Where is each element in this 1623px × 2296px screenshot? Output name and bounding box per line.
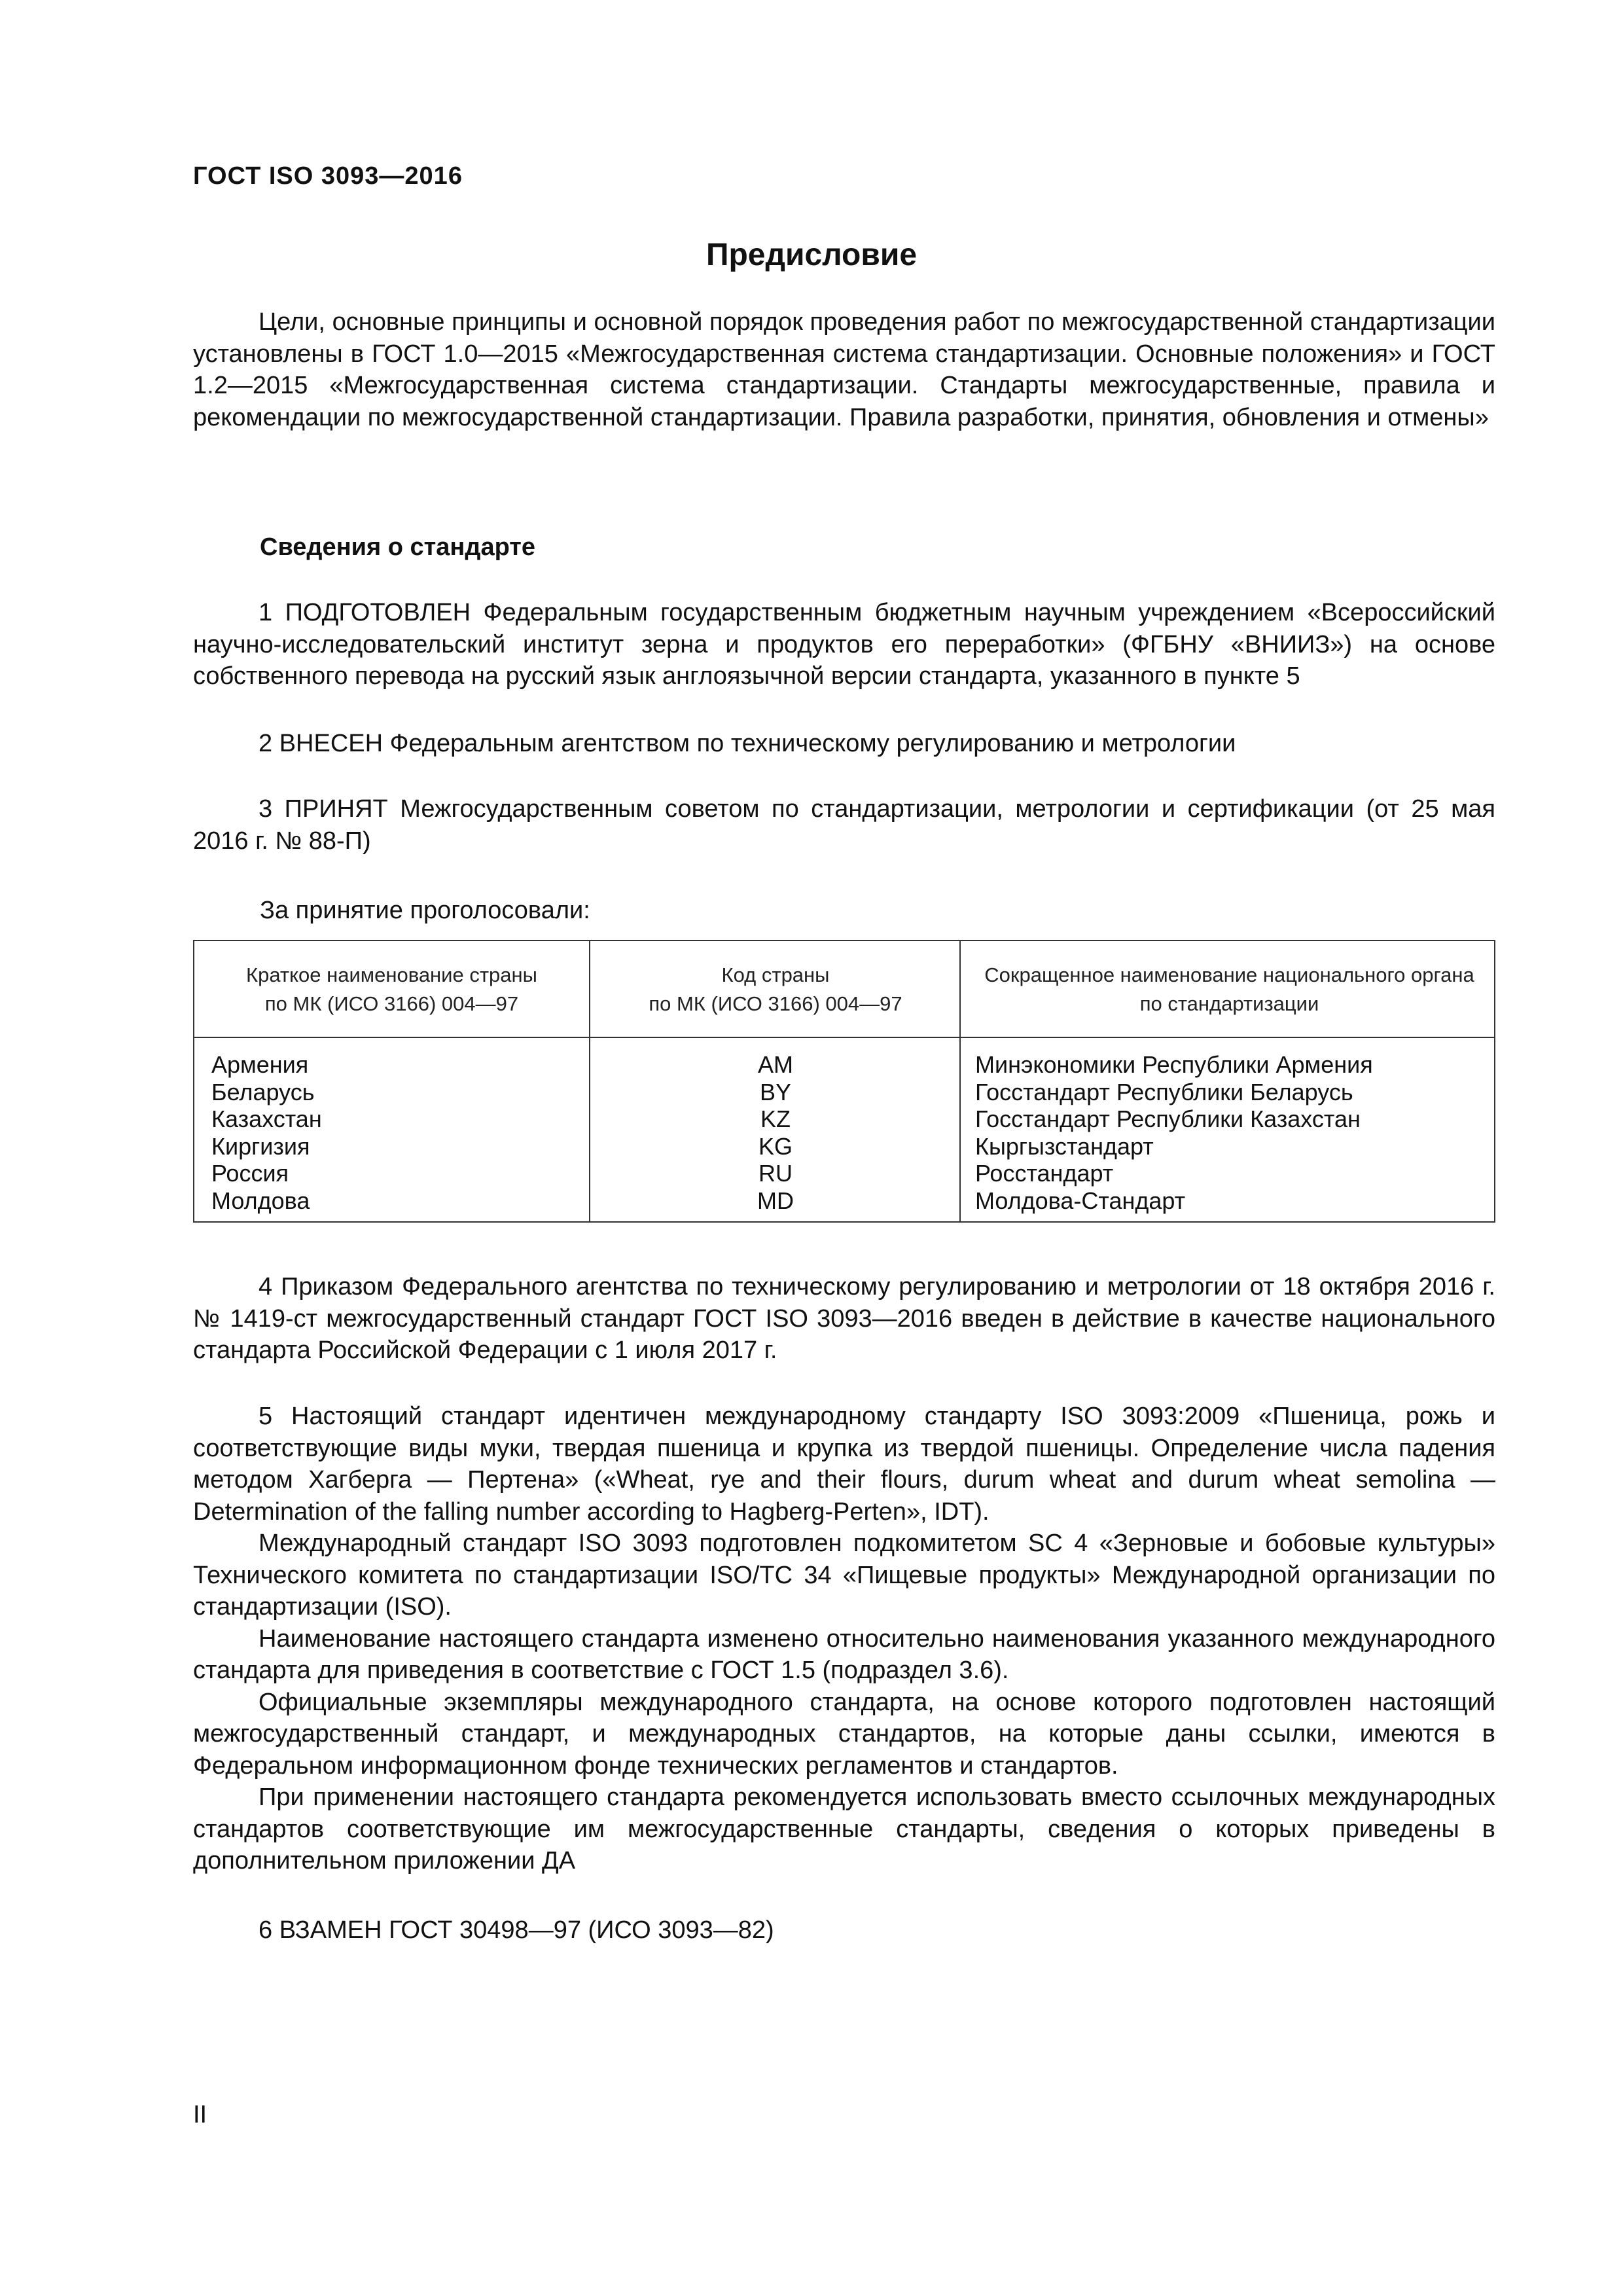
document-header: ГОСТ ISO 3093—2016 (193, 162, 463, 190)
table-cell: Беларусь (211, 1078, 315, 1105)
item-5-block (193, 1401, 1495, 1877)
voting-table (193, 940, 1495, 1223)
item-6-block (193, 1914, 1495, 1946)
item-4-block (193, 1271, 1495, 1367)
page-title: Предисловие (705, 238, 918, 272)
table-cell: KZ (760, 1105, 791, 1132)
intro-paragraph-block (193, 306, 1495, 433)
table-cell: Киргизия (211, 1132, 310, 1160)
item-1-block (193, 597, 1495, 692)
item-2-block (193, 728, 1495, 760)
item-5-paragraph: Международный стандарт ISO 3093 подготовлен подкомитетом SC 4 «Зерновые и бобовые культуры» Технического комитета по стандартизации ISO/TC 34 «Пищевые продукты» Международной организации по стандартизации (ISO). (193, 1530, 1495, 1621)
table-cell: Молдова (211, 1187, 310, 1214)
item-2-paragraph: 2 ВНЕСЕН Федеральным агентством по техническому регулированию и метрологии (259, 730, 1236, 757)
table-header-body (961, 961, 1498, 1018)
table-cells-body (961, 1051, 1498, 1214)
table-header-line: Код страны (721, 963, 830, 986)
table-header-line: Сокращенное наименование национального органа (984, 963, 1474, 986)
table-column-country (194, 941, 589, 1221)
table-header-country (194, 961, 589, 1018)
table-cell: MD (757, 1187, 794, 1214)
intro-paragraph: Цели, основные принципы и основной порядок проведения работ по межгосударственной стандартизации установлены в ГОСТ 1.0—2015 «Межгосударственная система стандартизации. Основные положения» и ГОСТ 1.2—2015 «Межгосударственная система стандартизации. Стандарты межгосударственные, правила и рекомендации по межгосударственной стандартизации. Правила разработки, принятия, обновления и отмены» (193, 308, 1495, 431)
item-5-paragraph: При применении настоящего стандарта рекомендуется использовать вместо ссылочных международных стандартов соответствующие им межгосударственные стандарты, сведения о которых приведены в дополнительном приложении ДА (193, 1784, 1495, 1874)
table-cell: Минэкономики Республики Армения (975, 1051, 1373, 1078)
table-cell: Госстандарт Республики Казахстан (975, 1105, 1361, 1132)
table-header-line: Краткое наименование страны (246, 963, 537, 986)
item-3-block (193, 793, 1495, 857)
item-4-paragraph: 4 Приказом Федерального агентства по техническому регулированию и метрологии от 18 октября 2016 г. № 1419-ст межгосударственный стандарт ГОСТ ISO 3093—2016 введен в действие в качестве национального стандарта Российской Федерации с 1 июля 2017 г. (193, 1273, 1495, 1364)
table-cell: AM (758, 1051, 793, 1078)
table-cell: Молдова-Стандарт (975, 1187, 1186, 1214)
table-cell: KG (758, 1132, 793, 1160)
table-column-code (589, 941, 961, 1221)
item-6-paragraph: 6 ВЗАМЕН ГОСТ 30498—97 (ИСО 3093—82) (259, 1916, 774, 1944)
table-cells-code (590, 1051, 961, 1214)
table-cell: RU (758, 1160, 793, 1187)
page-number: II (193, 2101, 207, 2128)
item-5-paragraph: 5 Настоящий стандарт идентичен международному стандарту ISO 3093:2009 «Пшеница, рожь и соответствующие виды муки, твердая пшеница и крупка из твердой пшеницы. Определение числа падения методом Хагберга — Пертена» («Wheat, rye and their flours, durum wheat and durum wheat semolina — Determination of the falling number according to Hagberg-Perten», IDT). (193, 1403, 1495, 1526)
vote-caption: За принятие проголосовали: (260, 897, 590, 924)
table-cell: Росстандарт (975, 1160, 1114, 1187)
table-cell: Казахстан (211, 1105, 322, 1132)
item-5-paragraph: Официальные экземпляры международного стандарта, на основе которого подготовлен настоящий межгосударственный стандарт, и международных стандартов, на которые даны ссылки, имеются в Федеральном информационном фонде технических регламентов и стандартов. (193, 1688, 1495, 1780)
table-cell: Россия (211, 1160, 289, 1187)
table-cell: Госстандарт Республики Беларусь (975, 1078, 1353, 1105)
item-5-paragraph: Наименование настоящего стандарта изменено относительно наименования указанного международного стандарта для приведения в соответствие с ГОСТ 1.5 (подраздел 3.6). (193, 1624, 1495, 1684)
table-header-line: по МК (ИСО 3166) 004—97 (649, 992, 902, 1015)
item-1-paragraph: 1 ПОДГОТОВЛЕН Федеральным государственным бюджетным научным учреждением «Всероссийский научно-исследовательский институт зерна и продуктов его переработки» (ФГБНУ «ВНИИЗ») на основе собственного перевода на русский язык англоязычной версии стандарта, указанного в пункте 5 (193, 599, 1495, 690)
table-cell: Кыргызстандарт (975, 1132, 1154, 1160)
table-header-line: по МК (ИСО 3166) 004—97 (264, 992, 519, 1015)
table-header-line: по стандартизации (1139, 992, 1319, 1015)
table-cells-country (194, 1051, 589, 1214)
table-cell: BY (759, 1078, 792, 1105)
table-cell: Армения (211, 1051, 309, 1078)
item-3-paragraph: 3 ПРИНЯТ Межгосударственным советом по стандартизации, метрологии и сертификации (от 25 мая 2016 г. № 88-П) (193, 795, 1495, 855)
table-column-body (959, 941, 1498, 1221)
section-subheading: Сведения о стандарте (260, 533, 536, 561)
table-header-code (590, 961, 961, 1018)
